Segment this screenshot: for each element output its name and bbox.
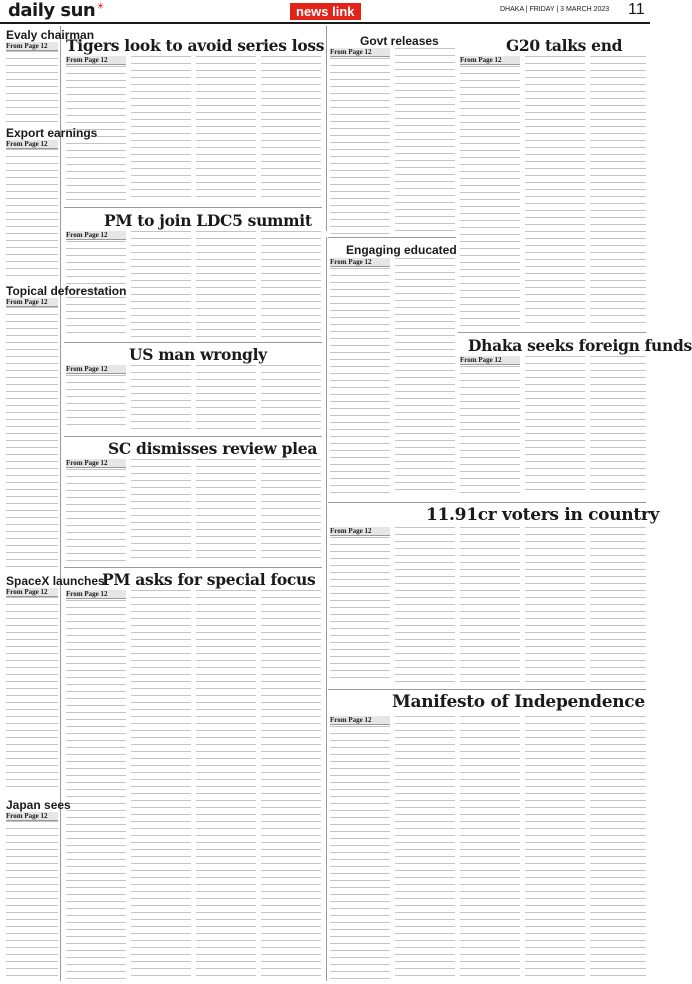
headline-us-man: US man wrongly xyxy=(129,345,267,364)
body-text xyxy=(261,365,321,431)
body-text xyxy=(66,600,126,980)
from-page-label: From Page 12 xyxy=(66,56,126,65)
body-text xyxy=(395,716,455,980)
body-text xyxy=(196,590,256,980)
body-text xyxy=(261,590,321,980)
body-text xyxy=(131,56,191,203)
body-text xyxy=(261,56,321,203)
from-page-label: From Page 12 xyxy=(66,365,126,374)
headline-dhaka-foreign: Dhaka seeks foreign funds xyxy=(468,336,692,355)
column-rule xyxy=(326,26,327,231)
govt-title: Govt releases xyxy=(360,34,439,48)
engaging-title: Engaging educated xyxy=(346,243,457,257)
body-text xyxy=(6,597,58,793)
body-text xyxy=(525,716,585,980)
left-item-title: Japan sees xyxy=(6,798,71,812)
story-rule xyxy=(328,237,456,238)
from-page-label: From Page 12 xyxy=(460,356,520,365)
body-text xyxy=(196,56,256,203)
body-text xyxy=(131,231,191,337)
headline-pm-asks: PM asks for special focus xyxy=(102,570,316,589)
body-text xyxy=(66,66,126,203)
body-text xyxy=(330,268,390,496)
story-rule xyxy=(64,207,322,208)
body-text xyxy=(330,537,390,683)
headline-sc-dismisses: SC dismisses review plea xyxy=(108,439,318,458)
body-text xyxy=(590,527,646,683)
left-item-title: Evaly chairman xyxy=(6,28,95,42)
body-text xyxy=(131,459,191,561)
from-page-label: From Page 12 xyxy=(330,716,390,725)
body-text xyxy=(460,366,520,496)
headline-tigers: Tigers look to avoid series loss xyxy=(66,36,325,55)
body-text xyxy=(261,231,321,337)
body-text xyxy=(525,356,585,496)
headline-voters: 11.91cr voters in country xyxy=(426,505,660,525)
body-text xyxy=(460,716,520,980)
body-text xyxy=(525,527,585,683)
body-text xyxy=(6,51,58,123)
body-text xyxy=(196,365,256,431)
from-page-label: From Page 12 xyxy=(330,258,390,267)
headline-manifesto: Manifesto of Independence xyxy=(392,692,645,712)
newspaper-logo xyxy=(8,0,104,21)
body-text xyxy=(131,365,191,431)
story-rule xyxy=(458,332,646,333)
from-page-label: From Page 12 xyxy=(6,42,58,51)
from-page-label: From Page 12 xyxy=(66,231,126,240)
from-page-label: From Page 12 xyxy=(66,590,126,599)
story-rule xyxy=(64,342,322,343)
story-rule xyxy=(64,436,322,437)
sun-icon: ☀ xyxy=(96,2,104,12)
body-text xyxy=(395,48,455,234)
body-text xyxy=(196,231,256,337)
from-page-label: From Page 12 xyxy=(330,48,390,57)
from-page-label: From Page 12 xyxy=(6,140,58,149)
left-item-title: Topical deforestation xyxy=(6,284,127,298)
body-text xyxy=(460,527,520,683)
left-item-title: SpaceX launches xyxy=(6,574,105,588)
page-number: 11 xyxy=(628,1,645,18)
from-page-label: From Page 12 xyxy=(6,812,58,821)
body-text xyxy=(66,469,126,561)
body-text xyxy=(330,726,390,980)
body-text xyxy=(131,590,191,980)
body-text xyxy=(6,307,58,569)
body-text xyxy=(590,716,646,980)
story-rule xyxy=(328,502,646,503)
headline-g20: G20 talks end xyxy=(506,36,623,55)
body-text xyxy=(196,459,256,561)
body-text xyxy=(395,527,455,683)
body-text xyxy=(261,459,321,561)
left-item-title: Export earnings xyxy=(6,126,98,140)
body-text xyxy=(590,356,646,496)
section-flag: news link xyxy=(290,3,361,20)
body-text xyxy=(330,58,390,234)
logo-text: daily sun xyxy=(8,0,96,21)
body-text xyxy=(6,821,58,979)
body-text xyxy=(590,56,646,328)
body-text xyxy=(460,66,520,328)
headline-pm-ldc5: PM to join LDC5 summit xyxy=(104,211,312,230)
column-rule xyxy=(326,237,327,981)
body-text xyxy=(6,149,58,279)
story-rule xyxy=(328,689,646,690)
from-page-label: From Page 12 xyxy=(460,56,520,65)
from-page-label: From Page 12 xyxy=(66,459,126,468)
body-text xyxy=(525,56,585,328)
from-page-label: From Page 12 xyxy=(6,298,58,307)
body-text xyxy=(66,241,126,337)
dateline: DHAKA | FRIDAY | 3 MARCH 2023 xyxy=(500,6,610,13)
column-rule xyxy=(60,26,61,981)
body-text xyxy=(66,375,126,431)
body-text xyxy=(395,258,455,496)
from-page-label: From Page 12 xyxy=(6,588,58,597)
story-rule xyxy=(64,567,322,568)
from-page-label: From Page 12 xyxy=(330,527,390,536)
